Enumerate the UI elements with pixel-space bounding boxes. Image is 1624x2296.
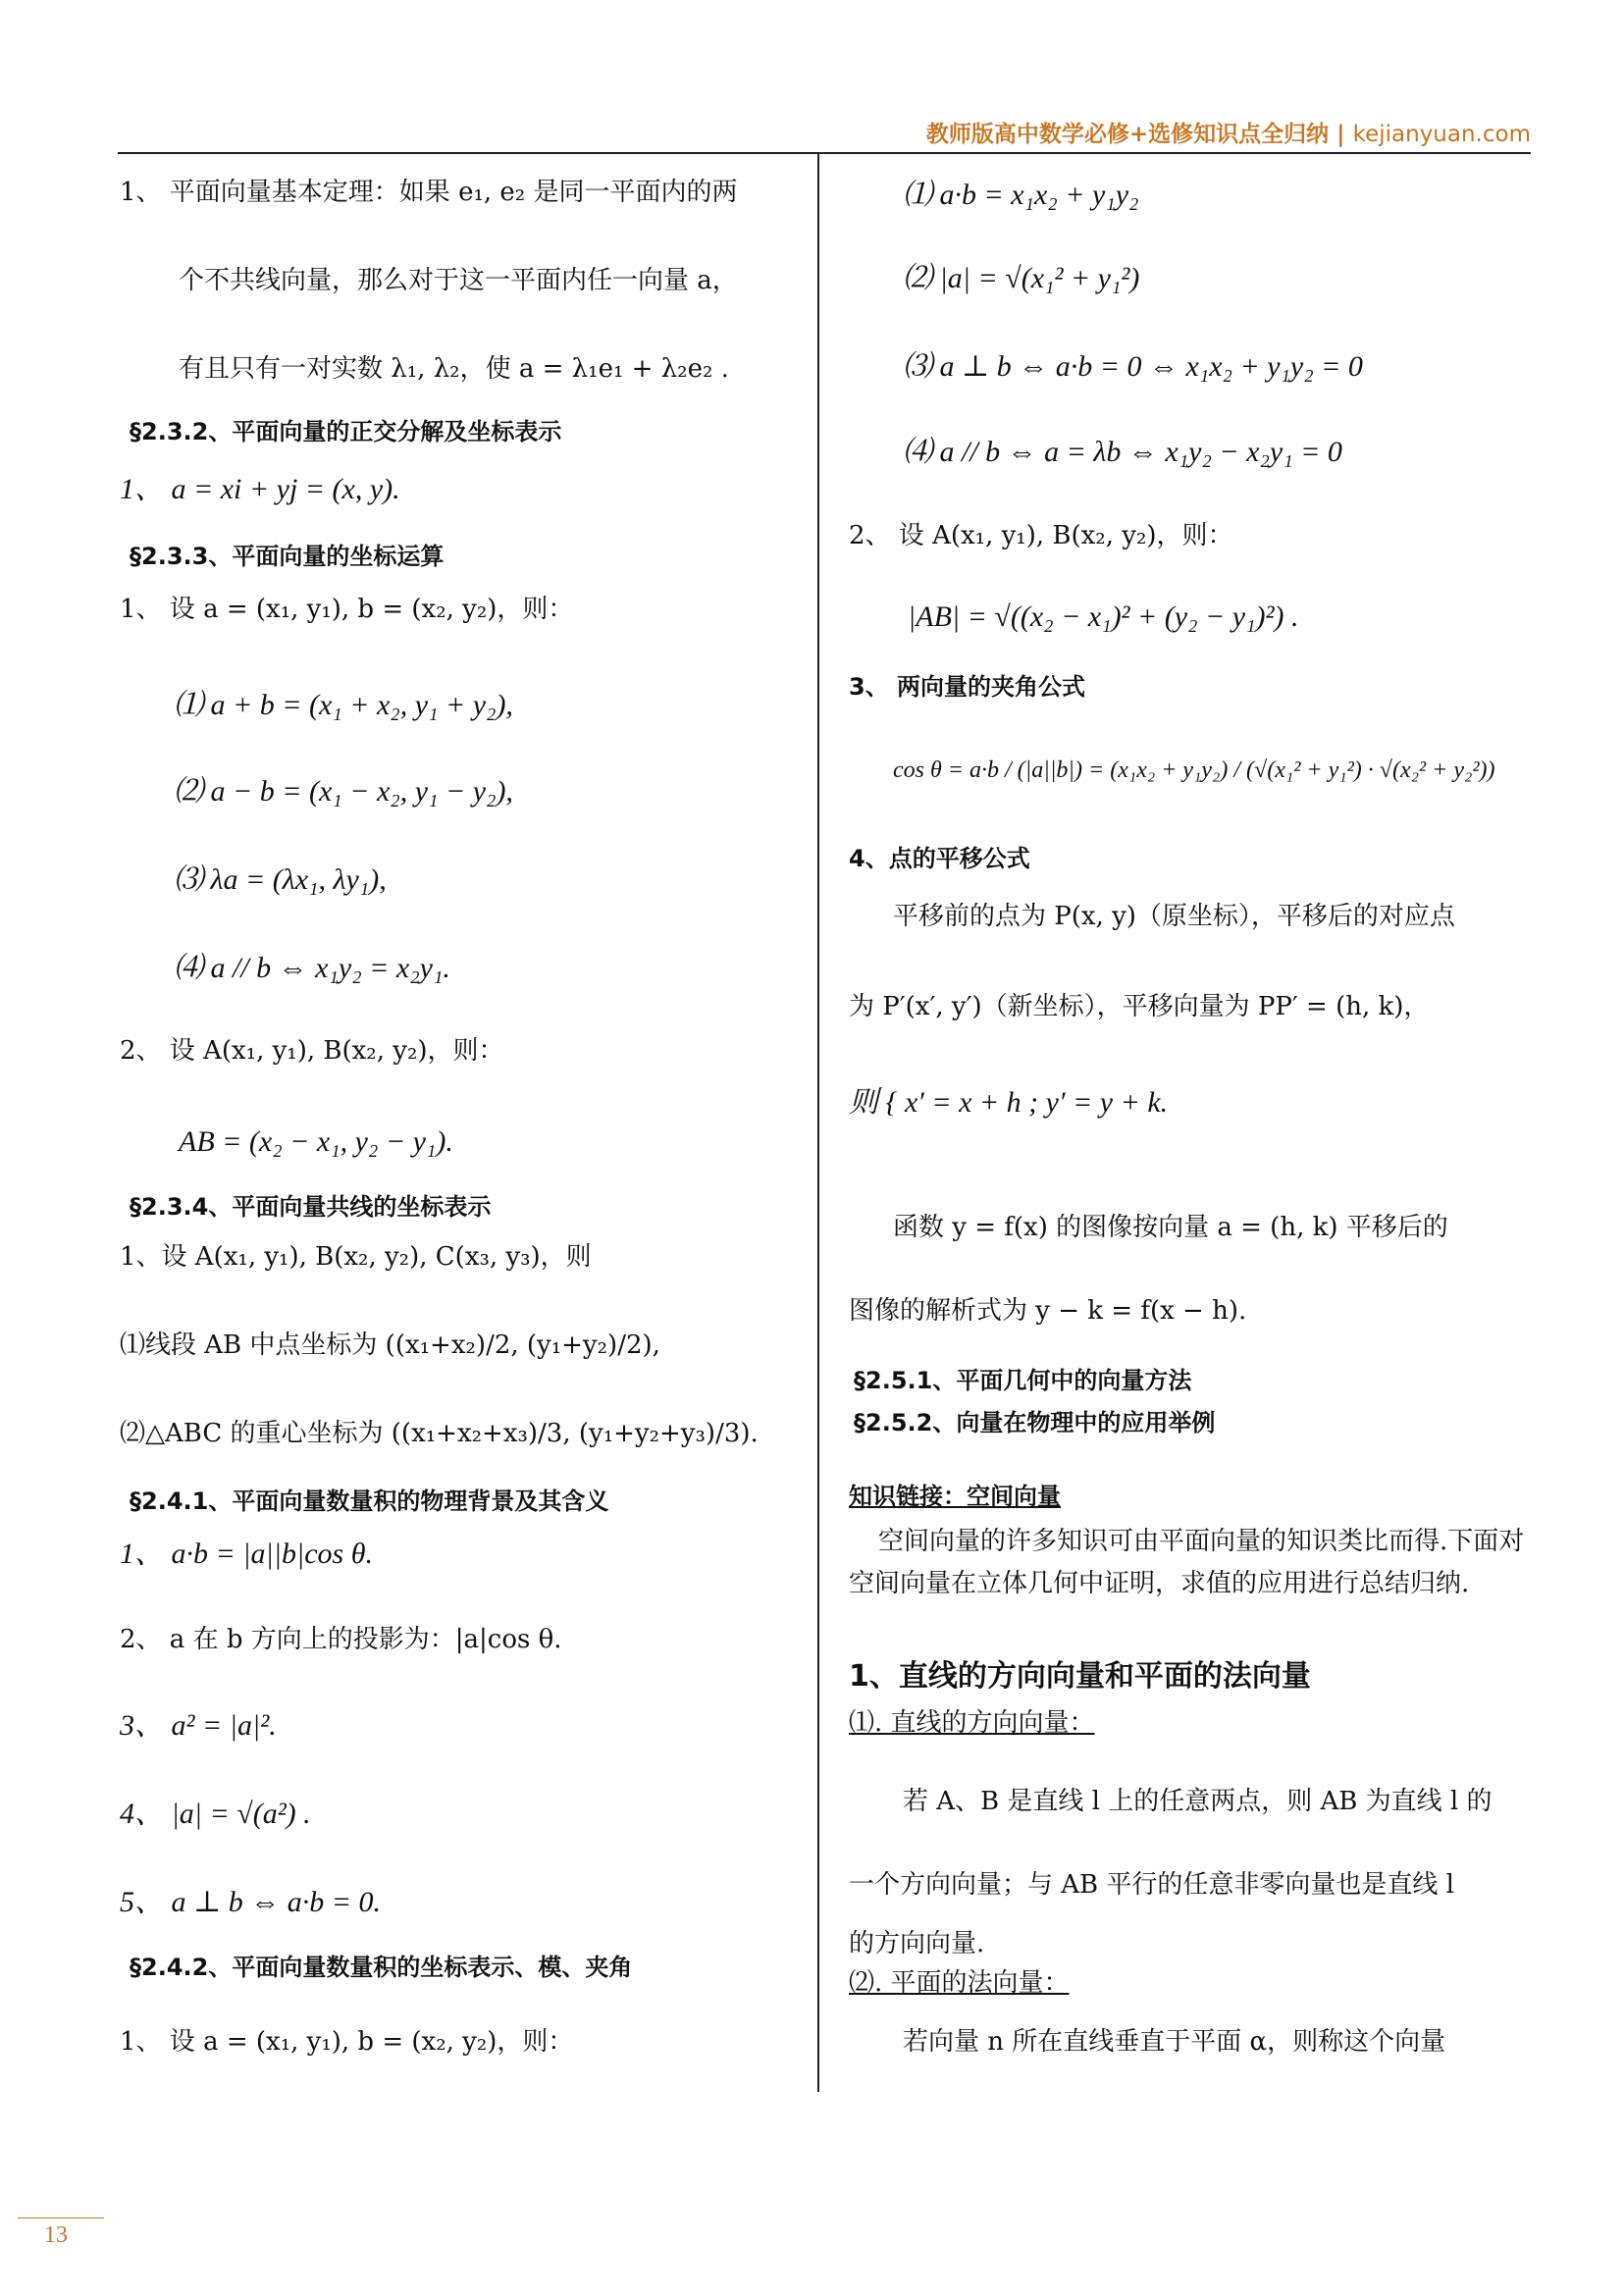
formula-sub: ⑵ a − b = (x₁ − x₂, y₁ − y₂), — [174, 775, 513, 808]
formula-dot-coord: ⑴ a·b = x₁x₂ + y₁y₂ — [903, 179, 1139, 211]
theorem-line-2: 个不共线向量，那么对于这一平面内任一向量 a， — [179, 266, 738, 295]
section-2-4-2: §2.4.2、平面向量数量积的坐标表示、模、夹角 — [130, 1954, 633, 1981]
direction-normal-heading: 1、直线的方向向量和平面的法向量 — [849, 1659, 1311, 1694]
theorem-line-1: 1、 平面向量基本定理：如果 e₁, e₂ 是同一平面内的两 — [120, 178, 738, 207]
space-vector-link: 知识链接：空间向量 — [849, 1483, 1061, 1510]
points-intro: 2、 设 A(x₁, y₁), B(x₂, y₂)，则： — [120, 1036, 504, 1066]
function-translation-2: 图像的解析式为 y − k = f(x − h). — [849, 1296, 1247, 1326]
direction-vector-heading: ⑴. 直线的方向向量： — [849, 1708, 1095, 1738]
normal-vector-line-1: 若向量 n 所在直线垂直于平面 α，则称这个向量 — [903, 2027, 1446, 2057]
dot-coord-intro: 1、 设 a = (x₁, y₁), b = (x₂, y₂)，则： — [120, 2027, 574, 2057]
distance-intro: 2、 设 A(x₁, y₁), B(x₂, y₂)，则： — [849, 521, 1233, 550]
formula-decompose: 1、 a = xi + yj = (x, y). — [120, 473, 400, 505]
header-site: kejianyuan.com — [1352, 122, 1531, 147]
function-translation-1: 函数 y = f(x) 的图像按向量 a = (h, k) 平移后的 — [893, 1213, 1448, 1242]
formula-add: ⑴ a + b = (x₁ + x₂, y₁ + y₂), — [174, 689, 513, 721]
section-2-5-1: §2.5.1、平面几何中的向量方法 — [854, 1367, 1192, 1394]
section-2-3-4: §2.3.4、平面向量共线的坐标表示 — [130, 1193, 492, 1221]
translation-heading: 4、点的平移公式 — [849, 845, 1030, 872]
translation-line-1: 平移前的点为 P(x, y)（原坐标），平移后的对应点 — [893, 902, 1455, 931]
formula-ab: AB = (x₂ − x₁, y₂ − y₁). — [179, 1125, 453, 1158]
header-title: 教师版高中数学必修+选修知识点全归纳 — [925, 122, 1330, 147]
direction-line-2: 一个方向向量；与 AB 平行的任意非零向量也是直线 l — [849, 1870, 1454, 1900]
formula-projection: 2、 a 在 b 方向上的投影为：|a|cos θ. — [120, 1625, 562, 1654]
formula-perp-coord: ⑶ a ⊥ b ⇔ a·b = 0 ⇔ x₁x₂ + y₁y₂ = 0 — [903, 350, 1363, 383]
direction-line-3: 的方向向量. — [849, 1929, 985, 1958]
centroid-formula: ⑵△ABC 的重心坐标为 ((x₁+x₂+x₃)/3, (y₁+y₂+y₃)/3). — [120, 1419, 759, 1448]
section-2-5-2: §2.5.2、向量在物理中的应用举例 — [854, 1409, 1216, 1436]
section-2-3-3: §2.3.3、平面向量的坐标运算 — [130, 543, 445, 570]
normal-vector-heading: ⑵. 平面的法向量： — [849, 1968, 1070, 1998]
section-2-4-1: §2.4.1、平面向量数量积的物理背景及其含义 — [130, 1487, 609, 1515]
formula-perpendicular: 5、 a ⊥ b ⇔ a·b = 0. — [120, 1886, 381, 1918]
formula-scalar: ⑶ λa = (λx₁, λy₁), — [174, 863, 387, 896]
translation-line-2: 为 P′(x′, y′)（新坐标），平移向量为 PP′ = (h, k)， — [849, 992, 1430, 1021]
formula-parallel-coord: ⑷ a // b ⇔ a = λb ⇔ x₁y₂ − x₂y₁ = 0 — [903, 436, 1342, 468]
page-header: 教师版高中数学必修+选修知识点全归纳 | kejianyuan.com — [925, 122, 1531, 147]
formula-square: 3、 a² = |a|². — [120, 1709, 277, 1742]
column-divider — [817, 154, 819, 2092]
direction-line-1: 若 A、B 是直线 l 上的任意两点，则 AB 为直线 l 的 — [903, 1787, 1493, 1816]
space-vector-paragraph: 空间向量的许多知识可由平面向量的知识类比而得.下面对空间向量在立体几何中证明，求值的应用进行总结归纳. — [849, 1527, 1525, 1598]
theorem-line-3: 有且只有一对实数 λ₁, λ₂，使 a = λ₁e₁ + λ₂e₂ . — [179, 354, 729, 384]
formula-mag-coord: ⑵ |a| = √(x₁² + y₁²) — [903, 262, 1140, 294]
section-2-3-2: §2.3.2、平面向量的正交分解及坐标表示 — [130, 418, 562, 445]
formula-magnitude: 4、 |a| = √(a²) . — [120, 1798, 311, 1830]
formula-dot-product: 1、 a·b = |a||b|cos θ. — [120, 1538, 373, 1570]
translation-system: 则 { x′ = x + h ; y′ = y + k. — [849, 1086, 1169, 1119]
angle-formula-heading: 3、 两向量的夹角公式 — [849, 673, 1086, 701]
formula-distance: |AB| = √((x₂ − x₁)² + (y₂ − y₁)²) . — [908, 600, 1299, 633]
coord-ops-intro: 1、 设 a = (x₁, y₁), b = (x₂, y₂)，则： — [120, 595, 574, 624]
midpoint-formula: ⑴线段 AB 中点坐标为 ((x₁+x₂)/2, (y₁+y₂)/2), — [120, 1331, 660, 1360]
formula-parallel: ⑷ a // b ⇔ x₁y₂ = x₂y₁. — [174, 952, 450, 984]
three-points-intro: 1、设 A(x₁, y₁), B(x₂, y₂), C(x₃, y₃)，则 — [120, 1242, 592, 1272]
page-number: 13 — [44, 2222, 68, 2248]
formula-angle: cos θ = a·b / (|a||b|) = (x₁x₂ + y₁y₂) / (√(x₁² + y₁²) · √(x₂² + y₂²)) — [893, 757, 1495, 783]
header-rule — [118, 152, 1531, 154]
